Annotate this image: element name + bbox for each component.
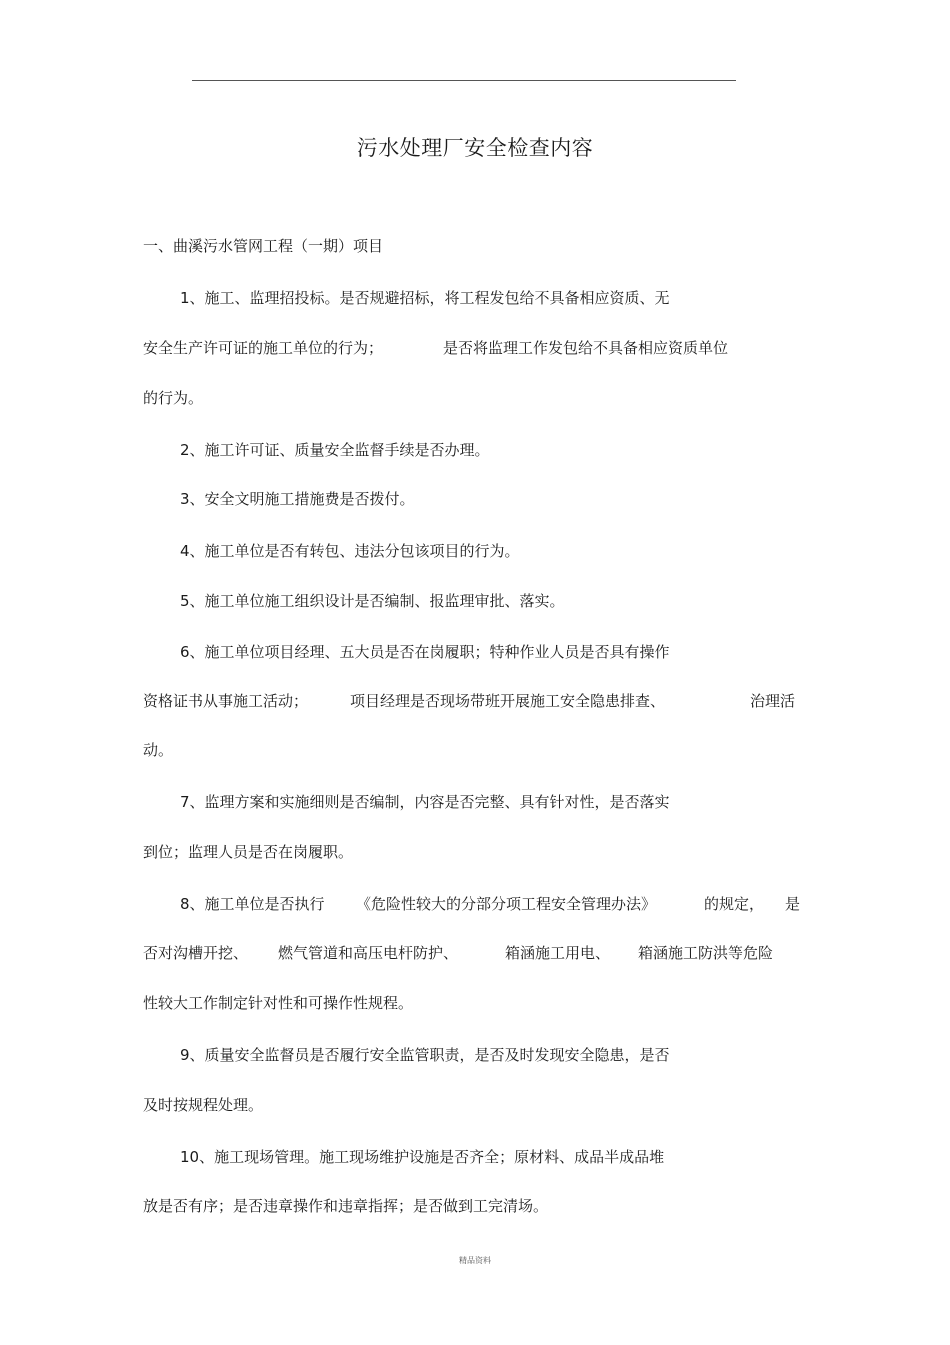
item-9-line-1: 9、质量安全监督员是否履行安全监管职责，是否及时发现安全隐患，是否 [180,1046,670,1064]
item-8-line-2d: 箱涵施工防洪等危险 [638,944,774,962]
item-8-line-1c: 的规定， [704,895,765,913]
item-8-line-2c: 箱涵施工用电、 [505,944,611,962]
item-8-line-2b: 燃气管道和高压电杆防护、 [278,944,459,962]
item-6-line-2a: 资格证书从事施工活动； [143,692,309,710]
section-heading: 一、曲溪污水管网工程（一期）项目 [143,237,384,255]
item-1-line-2a: 安全生产许可证的施工单位的行为； [143,339,384,357]
item-10-line-2: 放是否有序；是否违章操作和违章指挥；是否做到工完清场。 [143,1197,549,1215]
item-1-line-2b: 是否将监理工作发包给不具备相应资质单位 [443,339,729,357]
item-5-line-1: 5、施工单位施工组织设计是否编制、报监理审批、落实。 [180,592,565,610]
item-8-line-1d: 是 [785,895,801,913]
item-7-line-2: 到位；监理人员是否在岗履职。 [143,843,354,861]
item-1-line-3: 的行为。 [143,389,204,407]
item-6-line-3: 动。 [143,741,174,759]
item-6-line-2c: 治理活 [750,692,796,710]
page-footer: 精品资料 [459,1256,491,1265]
item-3-line-1: 3、安全文明施工措施费是否拨付。 [180,490,415,508]
item-9-line-2: 及时按规程处理。 [143,1096,264,1114]
page-title: 污水处理厂安全检查内容 [356,136,594,160]
item-8-line-1b: 《危险性较大的分部分项工程安全管理办法》 [356,895,657,913]
item-2-line-1: 2、施工许可证、质量安全监督手续是否办理。 [180,441,490,459]
item-4-line-1: 4、施工单位是否有转包、违法分包该项目的行为。 [180,542,520,560]
header-rule [192,80,736,81]
item-8-line-3: 性较大工作制定针对性和可操作性规程。 [143,994,414,1012]
item-7-line-1: 7、监理方案和实施细则是否编制，内容是否完整、具有针对性，是否落实 [180,793,670,811]
item-10-line-1: 10、施工现场管理。施工现场维护设施是否齐全；原材料、成品半成品堆 [180,1148,665,1166]
item-1-line-1: 1、施工、监理招投标。是否规避招标，将工程发包给不具备相应资质、无 [180,289,670,307]
item-8-line-2a: 否对沟槽开挖、 [143,944,249,962]
item-6-line-2b: 项目经理是否现场带班开展施工安全隐患排查、 [350,692,666,710]
item-8-line-1a: 8、施工单位是否执行 [180,895,325,913]
item-6-line-1: 6、施工单位项目经理、五大员是否在岗履职；特种作业人员是否具有操作 [180,643,670,661]
